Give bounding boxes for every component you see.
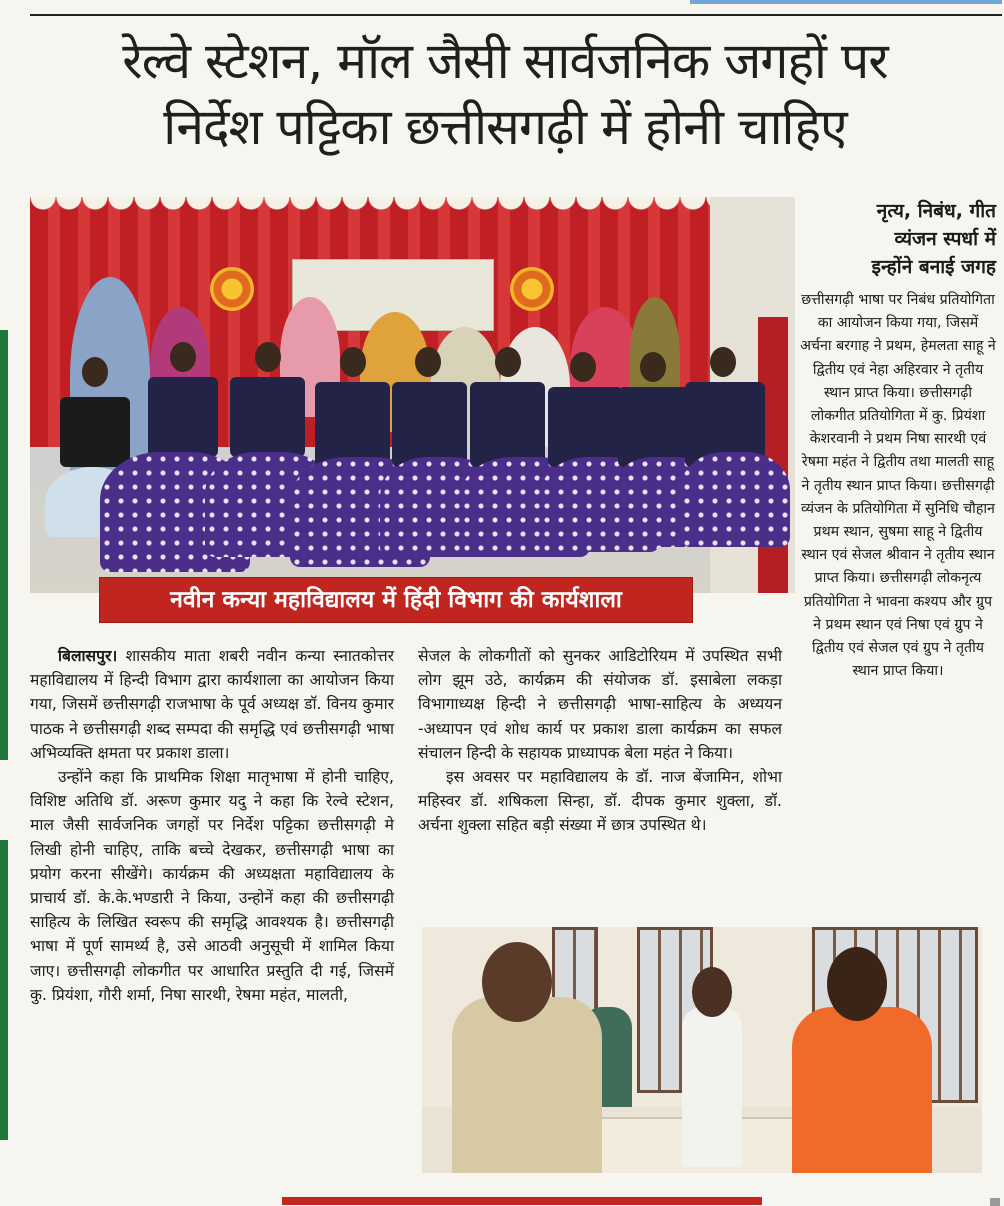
person-head — [710, 347, 736, 377]
person-head — [640, 352, 666, 382]
top-rule — [30, 14, 1002, 16]
article-paragraph-4: इस अवसर पर महाविद्यालय के डॉ. नाज बेंजामिन, शोभा महिस्वर डॉ. शषिकला सिन्हा, डॉ. दीपक कुमार शुक्ला, डॉ. अर्चना शुक्ला सहित बड़ी संख्या में छात्र उपस्थित थे। — [418, 768, 782, 835]
person-head — [692, 967, 732, 1017]
person-head — [570, 352, 596, 382]
person-head — [82, 357, 108, 387]
dancer-blouse — [315, 382, 390, 467]
sidebar-body: छत्तीसगढ़ी भाषा पर निबंध प्रतियोगिता का आयोजन किया गया, जिसमें अर्चना बरगाह ने प्रथम, हेमलता साहू ने द्वितीय एवं नेहा अहिरवार ने तृतीय स्थान प्राप्त किया। छत्तीसगढ़ी लोकगीत प्रतियोगिता में कु. प्रियंशा केशरवानी ने प्रथम निषा सारथी एवं रेषमा महंत ने द्वितीय तथा मालती साहू ने तृतीय स्थान प्राप्त किया। छत्तीसगढ़ी व्यंजन के प्रतियोगिता में सुनिधि चौहान प्रथम स्थान, सुषमा साहू ने द्वितीय स्थान एवं सेजल श्रीवान ने तृतीय स्थान प्राप्त किया। छत्तीसगढ़ी लोकनृत्य प्रतियोगिता ने भावना कश्यप और ग्रुप ने प्रथम स्थान एवं निषा एवं ग्रुप ने द्वितीय एवं सेजल एवं ग्रुप ने तृतीय स्थान प्राप्त किया। — [800, 292, 996, 680]
headline-line-2: निर्देश पट्टिका छत्तीसगढ़ी में होनी चाहिए — [163, 98, 847, 156]
dateline: बिलासपुर। — [58, 647, 118, 665]
person-head — [255, 342, 281, 372]
person — [452, 997, 602, 1173]
sidebar-title-line-2: व्यंजन स्पर्धा में — [894, 228, 996, 250]
sidebar-title-line-3: इन्होंने बनाई जगह — [871, 256, 996, 278]
photo-caption: नवीन कन्या महाविद्यालय में हिंदी विभाग की कार्यशाला — [100, 578, 692, 622]
bottom-red-rule — [282, 1197, 762, 1205]
left-margin-bar-lower — [0, 840, 8, 1140]
person-head — [340, 347, 366, 377]
dancer-blouse — [230, 377, 305, 457]
article-paragraph-2: उन्होंने कहा कि प्राथमिक शिक्षा मातृभाषा में होनी चाहिए, विशिष्ट अतिथि डॉ. अरूण कुमार यदु ने कहा कि रेल्वे स्टेशन, माल जैसी सार्वजनिक जगहों पर निर्देश पट्टिका छत्तीसगढ़ी मे लिखी होनी चाहिए, ताकि बच्चे देखकर, छत्तीसगढ़ी भाषा का प्रयोग करना सीखेंगे। कार्यक्रम की अध्यक्षता महाविद्यालय के प्राचार्य डॉ. के.के.भण्डारी ने किया, उन्होनें कहा की छत्तीसगढ़ी साहित्य के लिखित स्वरूप की समृद्धि आवश्यक है। छत्तीसगढ़ी भाषा में पूर्ण सामर्थ्य है, उसे आठवी अनुसूची में शामिल किया जाए। छत्तीसगढ़ी लोकगीत पर आधारित प्रस्तुति दी गई, जिसमें कु. प्रियंशा, गौरी शर्मा, निषा सारथी, रेषमा महंत, मालती, — [30, 768, 394, 1004]
person-head — [495, 347, 521, 377]
sidebar-title-line-1: नृत्य, निबंध, गीत — [876, 200, 996, 222]
person — [60, 397, 130, 467]
person-head — [170, 342, 196, 372]
curtain-valance — [30, 197, 710, 223]
dancer-blouse — [148, 377, 218, 457]
person-head — [415, 347, 441, 377]
sidebar-story — [800, 197, 996, 683]
article-column-2 — [418, 644, 782, 838]
article-column-1 — [30, 644, 394, 1007]
dancer-blouse — [470, 382, 545, 467]
top-accent-bar — [690, 0, 1002, 4]
article-paragraph-1: शासकीय माता शबरी नवीन कन्या स्नातकोत्तर महाविद्यालय में हिन्दी विभाग द्वारा कार्यशाला का आयोजन किया गया, जिसमें छत्तीसगढ़ी राजभाषा के पूर्व अध्यक्ष डॉ. विनय कुमार पाठक ने छत्तीसगढ़ी शब्द सम्पदा की समृद्धि एवं छत्तीसगढ़ी भाषा अभिव्यक्ति क्षमता पर प्रकाश डाला। — [30, 647, 394, 762]
exhibition-photo — [422, 927, 982, 1173]
article-paragraph-3: सेजल के लोकगीतों को सुनकर आडिटोरियम में उपस्थित सभी लोग झूम उठे, कार्यक्रम की संयोजक डॉ. इसाबेला लकड़ा विभागाध्यक्ष हिन्दी ने छत्तीसगढ़ी भाषा-साहित्य के अध्ययन -अध्यापन एवं शोध कार्य पर प्रकाश डाला कार्यक्रम का सफल संचालन हिन्दी के सहायक प्राध्यापक बेला महंत ने किया। — [418, 647, 782, 762]
dancer-blouse — [392, 382, 467, 467]
sidebar-title — [800, 197, 996, 281]
person-head — [827, 947, 887, 1021]
person — [792, 1007, 932, 1173]
dancer-blouse — [548, 387, 623, 467]
group-photo — [30, 197, 795, 593]
left-margin-bar — [0, 330, 8, 760]
flower-decoration — [210, 267, 254, 311]
dancer-skirt — [680, 452, 790, 547]
dancer-blouse — [618, 387, 693, 467]
person — [682, 1007, 742, 1167]
headline — [40, 28, 970, 160]
flower-decoration — [510, 267, 554, 311]
headline-line-1: रेल्वे स्टेशन, मॉल जैसी सार्वजनिक जगहों पर — [122, 32, 888, 90]
person-head — [482, 942, 552, 1022]
